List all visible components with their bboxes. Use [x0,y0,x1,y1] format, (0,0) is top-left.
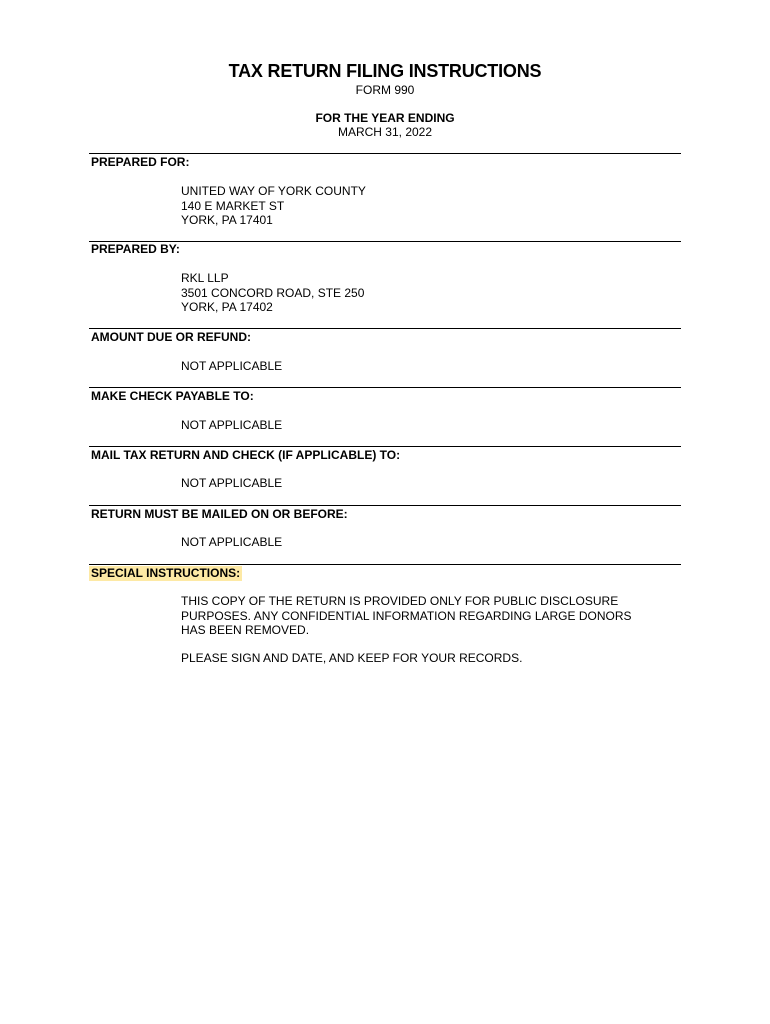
section-divider [89,387,681,388]
prepared-by-address [181,271,364,315]
prepared-for-heading: PREPARED FOR: [91,155,190,169]
check-payable-value: NOT APPLICABLE [181,418,283,432]
document-title: TAX RETURN FILING INSTRUCTIONS [228,61,542,81]
instruction-line: THIS COPY OF THE RETURN IS PROVIDED ONLY FOR PUBLIC DISCLOSURE [181,594,619,608]
section-divider [89,328,681,329]
address-line: RKL LLP [181,271,229,285]
section-divider [89,505,681,506]
amount-due-value: NOT APPLICABLE [181,359,283,373]
year-ending-date: MARCH 31, 2022 [337,125,433,139]
instruction-line: PURPOSES. ANY CONFIDENTIAL INFORMATION REGARDING LARGE DONORS [181,608,632,623]
address-line: UNITED WAY OF YORK COUNTY [181,184,366,198]
special-instructions-text [181,594,632,638]
special-instructions-heading: SPECIAL INSTRUCTIONS: [91,566,241,580]
form-number: FORM 990 [355,83,415,97]
prepared-for-address [181,184,366,228]
mail-by-heading: RETURN MUST BE MAILED ON OR BEFORE: [91,507,348,521]
mail-to-heading: MAIL TAX RETURN AND CHECK (IF APPLICABLE) TO: [91,448,401,462]
address-line: 140 E MARKET ST [181,198,285,213]
check-payable-heading: MAKE CHECK PAYABLE TO: [91,389,254,403]
address-line: 3501 CONCORD ROAD, STE 250 [181,285,365,300]
address-line: YORK, PA 17402 [181,300,273,314]
prepared-by-heading: PREPARED BY: [91,242,180,256]
section-divider [89,564,681,565]
instruction-line: HAS BEEN REMOVED. [181,623,310,637]
mail-by-value: NOT APPLICABLE [181,535,283,549]
year-ending-label: FOR THE YEAR ENDING [315,111,455,125]
closing-instruction: PLEASE SIGN AND DATE, AND KEEP FOR YOUR RECORDS. [181,651,523,665]
amount-due-heading: AMOUNT DUE OR REFUND: [91,330,251,344]
section-divider [89,446,681,447]
address-line: YORK, PA 17401 [181,213,273,227]
section-divider [89,153,681,154]
mail-to-value: NOT APPLICABLE [181,476,283,490]
